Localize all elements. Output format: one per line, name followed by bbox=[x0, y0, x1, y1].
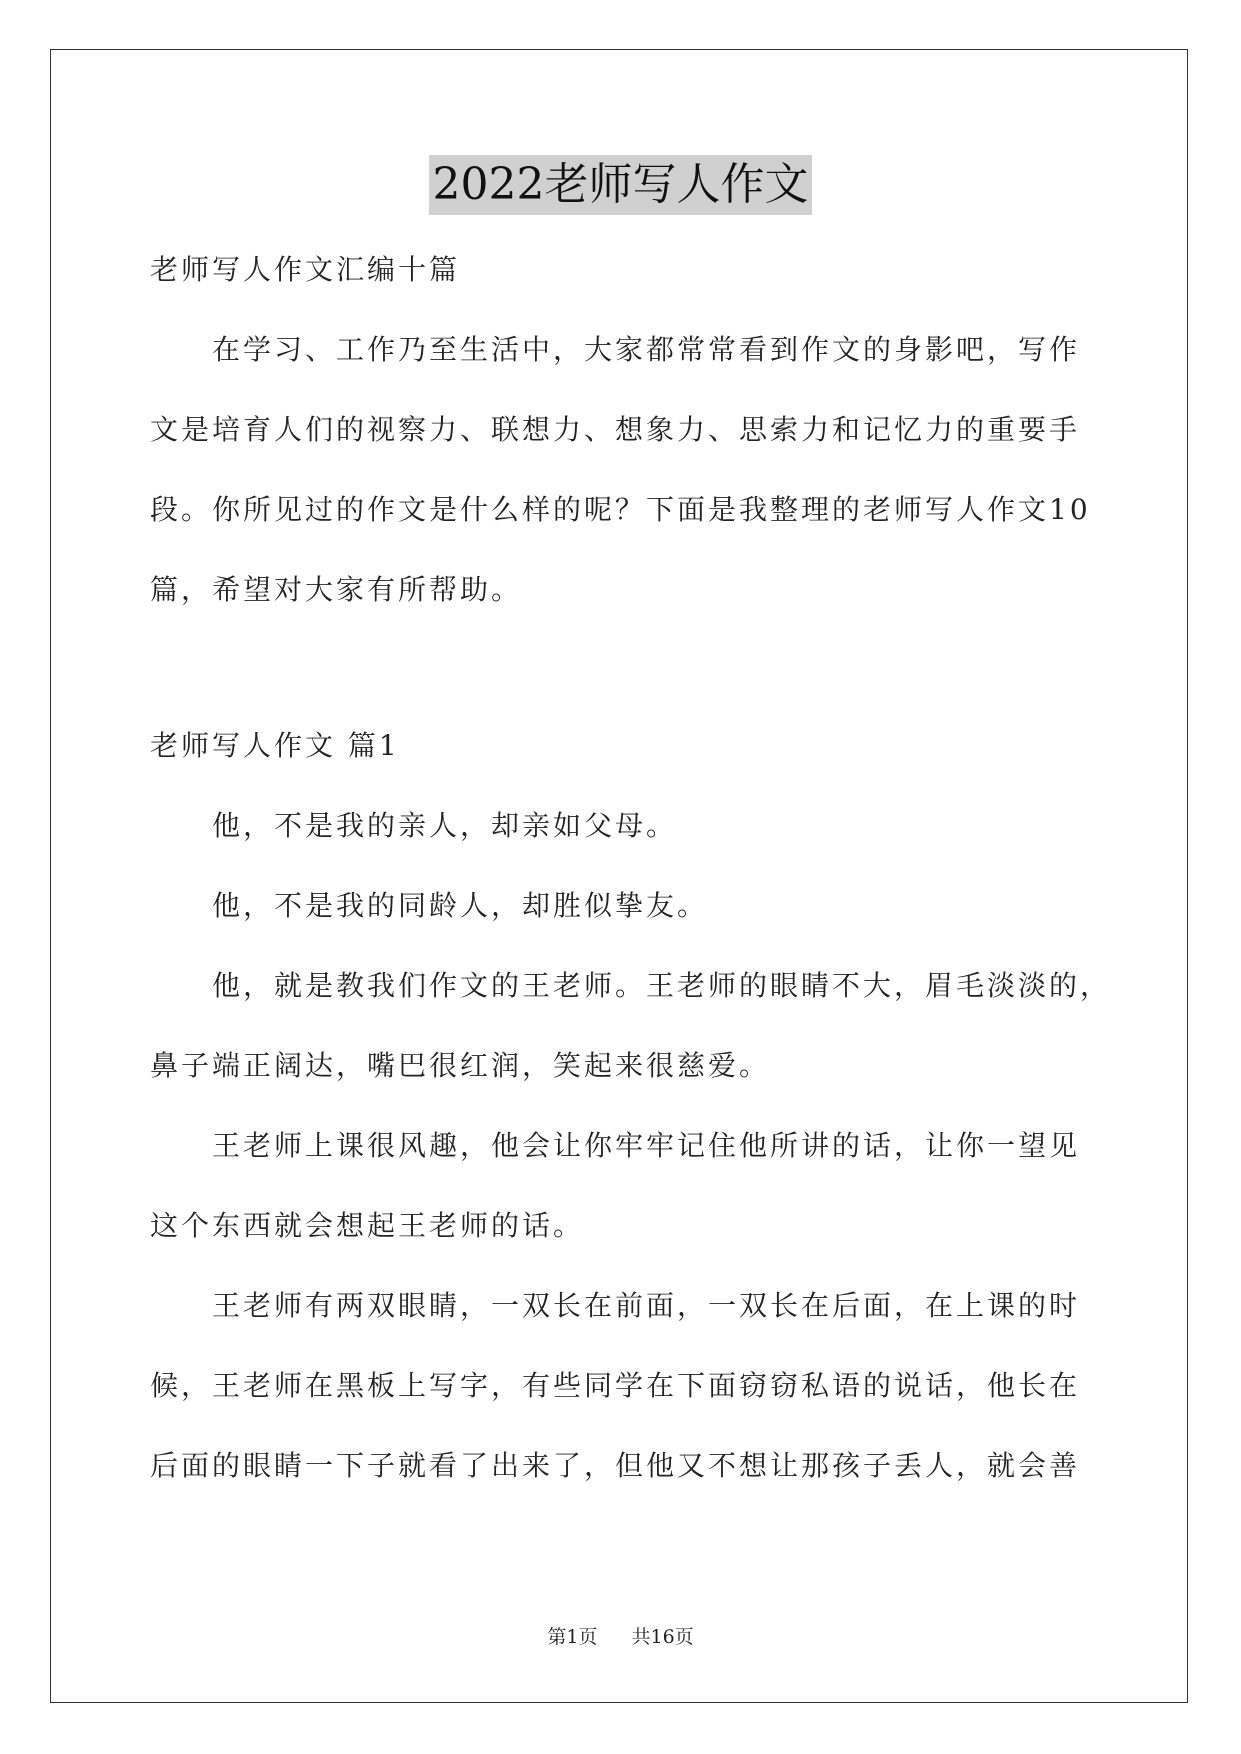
page-number-current: 第1页 bbox=[547, 1626, 598, 1648]
body-line: 候，王老师在黑板上写字，有些同学在下面窃窃私语的说话，他长在 bbox=[150, 1369, 1081, 1402]
page-number-total: 共16页 bbox=[631, 1626, 694, 1648]
section-spacer bbox=[150, 630, 1095, 706]
page-footer bbox=[0, 1622, 1241, 1649]
body-line: 王老师上课很风趣，他会让你牢牢记住他所讲的话，让你一望见 bbox=[212, 1129, 1081, 1162]
body-line: 王老师有两双眼睛，一双长在前面，一双长在后面，在上课的时 bbox=[212, 1289, 1081, 1322]
section-heading: 老师写人作文 篇1 bbox=[150, 729, 400, 762]
body-line: 他，就是教我们作文的王老师。王老师的眼睛不大，眉毛淡淡的， bbox=[212, 969, 1112, 1002]
intro-line: 段。你所见过的作文是什么样的呢？下面是我整理的老师写人作文10 bbox=[150, 493, 1091, 526]
document-title: 2022老师写人作文 bbox=[429, 155, 813, 215]
body-line: 这个东西就会想起王老师的话。 bbox=[150, 1209, 585, 1242]
body-line: 他，不是我的亲人，却亲如父母。 bbox=[212, 809, 678, 842]
document-body bbox=[150, 230, 1112, 1506]
intro-line: 文是培育人们的视察力、联想力、想象力、思索力和记忆力的重要手 bbox=[150, 413, 1081, 446]
document-subtitle: 老师写人作文汇编十篇 bbox=[150, 253, 461, 286]
body-line: 后面的眼睛一下子就看了出来了，但他又不想让那孩子丢人，就会善 bbox=[150, 1449, 1081, 1482]
body-line: 他，不是我的同龄人，却胜似挚友。 bbox=[212, 889, 709, 922]
intro-line: 篇，希望对大家有所帮助。 bbox=[150, 573, 523, 606]
intro-line: 在学习、工作乃至生活中，大家都常常看到作文的身影吧，写作 bbox=[212, 333, 1081, 366]
title-container bbox=[0, 155, 1241, 215]
body-line: 鼻子端正阔达，嘴巴很红润，笑起来很慈爱。 bbox=[150, 1049, 771, 1082]
